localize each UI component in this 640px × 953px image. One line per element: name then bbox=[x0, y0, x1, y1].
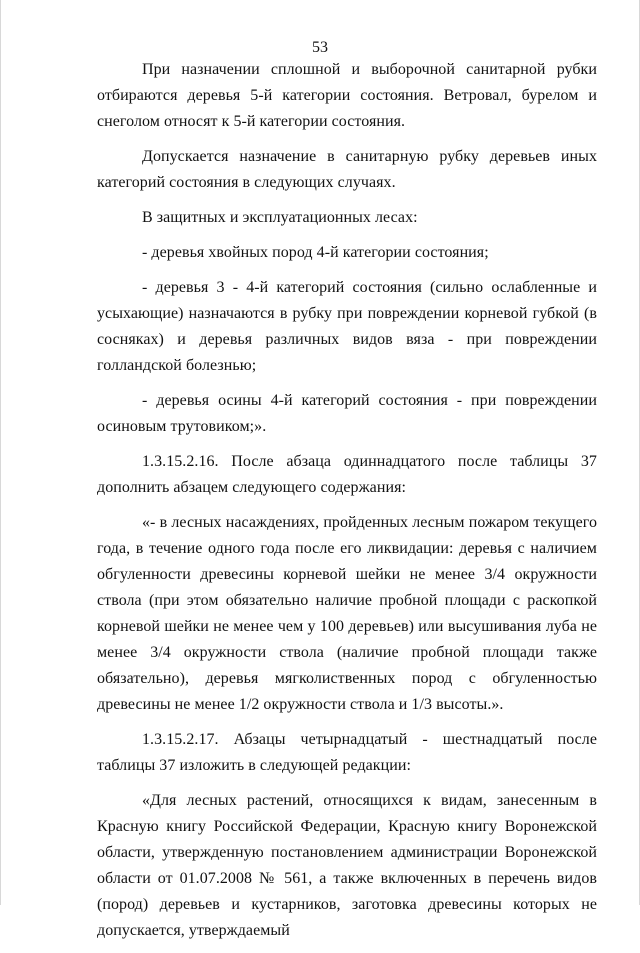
paragraph-amendment-2-16: 1.3.15.2.16. После абзаца одиннадцатого после таблицы 37 дополнить абзацем следующего содержания: bbox=[97, 453, 597, 496]
paragraph-amendment-2-17: 1.3.15.2.17. Абзацы четырнадцатый - шестнадцатый после таблицы 37 изложить в следующей редакции: bbox=[97, 731, 597, 774]
list-item-conifers: - деревья хвойных пород 4-й категории состояния; bbox=[142, 244, 489, 261]
paragraph-other-categories: Допускается назначение в санитарную рубку деревьев иных категорий состояния в следующих случаях. bbox=[97, 148, 597, 191]
paragraph-fire-damaged-stands: «- в лесных насаждениях, пройденных лесным пожаром текущего года, в течение одного года после его ликвидации: деревья с наличием обгуленности древесины корневой шейки не менее 3/4 окружности ствола (при этом обязательно наличие пробной площади с раскопкой корневой шейки не менее чем у 100 деревьев) или высушивания луба не менее 3/4 окружности ствола (наличие пробной площади также обязательно), деревья мягколиственных пород с обгуленностью древесины не менее 1/2 окружности ствола и 1/3 высоты.». bbox=[97, 514, 597, 713]
document-body bbox=[97, 57, 597, 953]
paragraph-sanitary-felling: При назначении сплошной и выборочной санитарной рубки отбираются деревья 5-й категории состояния. Ветровал, бурелом и снеголом относят к 5-й категории состояния. bbox=[97, 61, 597, 130]
list-item-weakened-trees: - деревья 3 - 4-й категорий состояния (сильно ослабленные и усыхающие) назначаются в рубку при повреждении корневой губкой (в сосняках) и деревья различных видов вяза - при повреждении голландской болезнью; bbox=[97, 279, 597, 374]
paragraph-protective-forests: В защитных и эксплуатационных лесах: bbox=[142, 209, 418, 226]
list-item-aspen: - деревья осины 4-й категорий состояния - при повреждении осиновым трутовиком;». bbox=[97, 392, 597, 435]
paragraph-red-book-plants: «Для лесных растений, относящихся к видам, занесенным в Красную книгу Российской Федерации, Красную книгу Воронежской области, утвержденную постановлением администрации Воронежской области от 01.07.2008 № 561, а также включенных в перечень видов (пород) деревьев и кустарников, заготовка древесины которых не допускается, утверждаемый bbox=[97, 792, 597, 939]
page-number: 53 bbox=[312, 39, 328, 56]
